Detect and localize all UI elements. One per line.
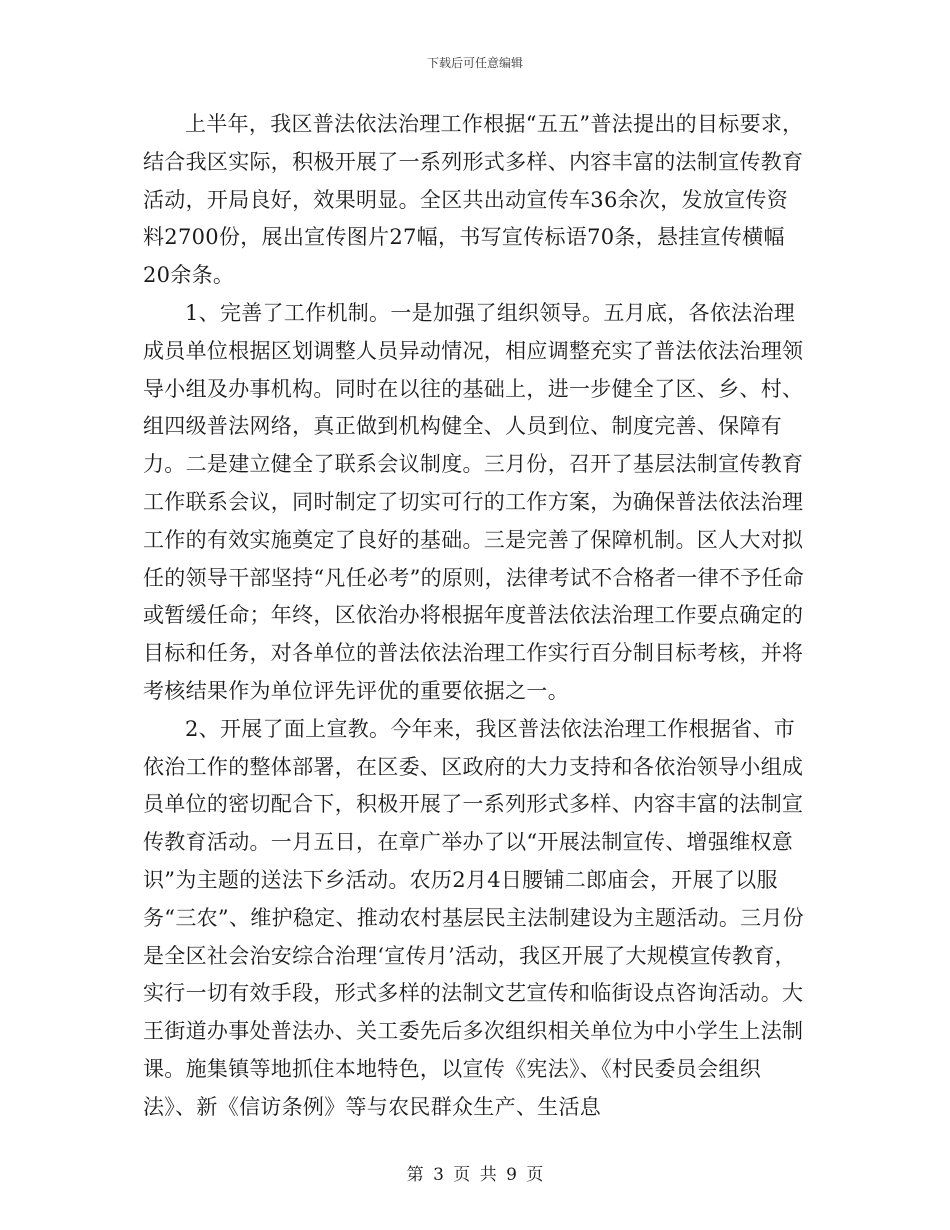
page-number: 第 3 页 共 9 页 [406,1165,544,1185]
paragraph-intro: 上半年，我区普法依法治理工作根据“五五”普法提出的目标要求，结合我区实际，积极开展了一系列形式多样、内容丰富的法制宣传教育活动，开局良好，效果明显。全区共出动宣传车36余次，发放宣传资料2700份，展出宣传图片27幅，书写宣传标语70条，悬挂宣传横幅20余条。 [143,112,804,288]
paragraph-work-mechanism: 1、完善了工作机制。一是加强了组织领导。五月底，各依法治理成员单位根据区划调整人员异动情况，相应调整充实了普法依法治理领导小组及办事机构。同时在以往的基础上，进一步健全了区、乡、村、组四级普法网络，真正做到机构健全、人员到位、制度完善、保障有力。二是建立健全了联系会议制度。三月份，召开了基层法制宣传教育工作联系会议，同时制定了切实可行的工作方案，为确保普法依法治理工作的有效实施奠定了良好的基础。三是完善了保障机制。区人大对拟任的领导干部坚持“凡任必考”的原则，法律考试不合格者一律不予任命或暂缓任命；年终，区依治办将根据年度普法依法治理工作要点确定的目标和任务，对各单位的普法依法治理工作实行百分制目标考核，并将考核结果作为单位评先评优的重要依据之一。 [143,300,805,703]
document-body [143,106,808,1127]
page-header: 下载后可任意编辑 [426,56,523,70]
paragraph-publicity: 2、开展了面上宣教。今年来，我区普法依法治理工作根据省、市依治工作的整体部署，在区委、区政府的大力支持和各依治领导小组成员单位的密切配合下，积极开展了一系列形式多样、内容丰富的法制宣传教育活动。一月五日，在章广举办了以“开展法制宣传、增强维权意识”为主题的送法下乡活动。农历2月4日腰铺二郎庙会，开展了以服务“三农”、维护稳定、推动农村基层民主法制建设为主题活动。三月份是全区社会治安综合治理‘宣传月’活动，我区开展了大规模宣传教育，实行一切有效手段，形式多样的法制文艺宣传和临街设点咨询活动。大王街道办事处普法办、关工委先后多次组织相关单位为中小学生上法制课。施集镇等地抓住本地特色，以宣传《宪法》、《村民委员会组织法》、新《信访条例》等与农民群众生产、生活息 [143,716,805,1119]
